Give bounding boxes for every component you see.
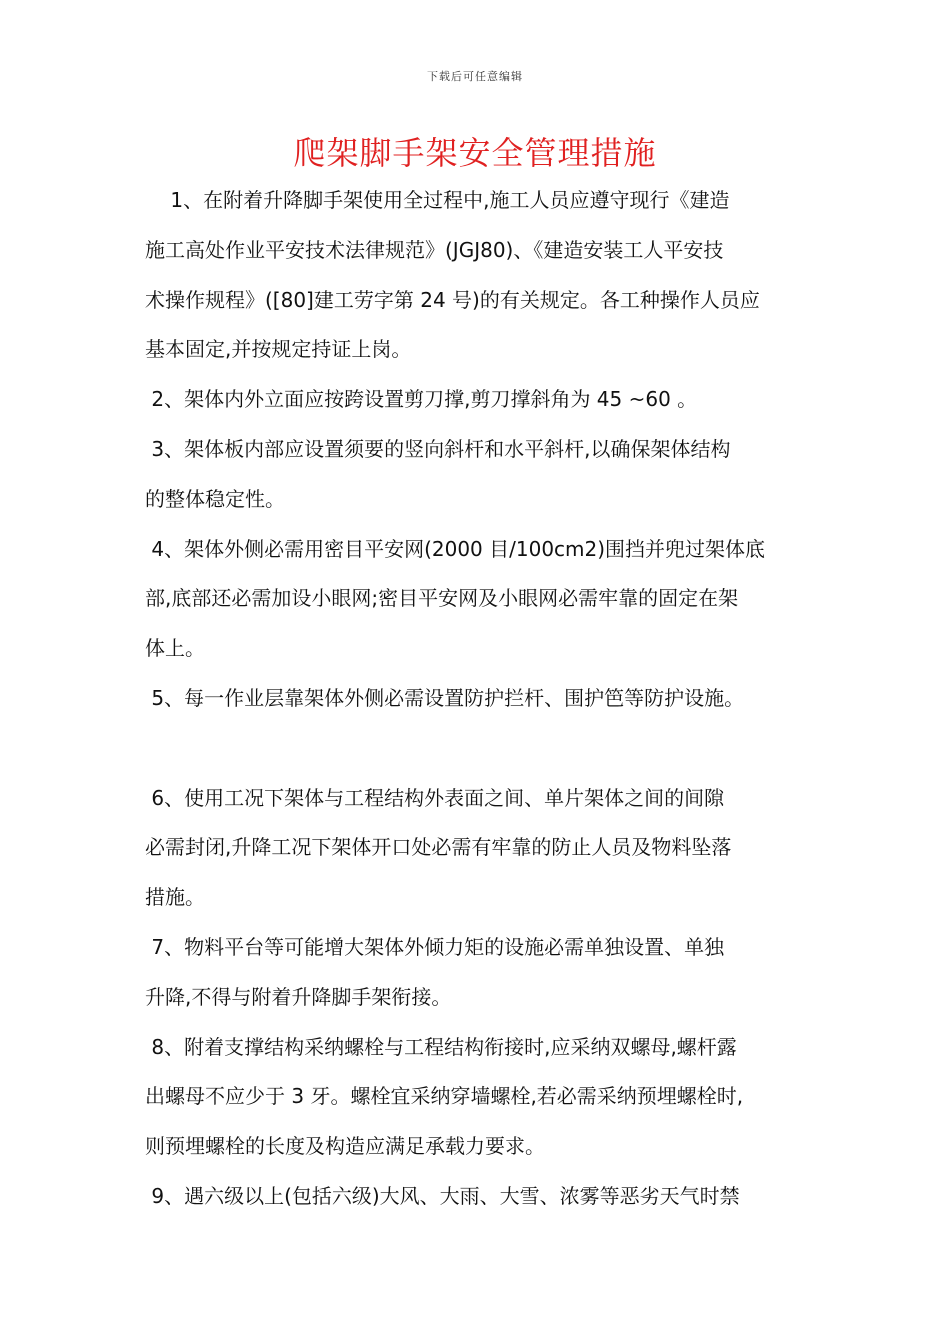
text-line: 1、在附着升降脚手架使用全过程中,施工人员应遵守现行《建造: [145, 188, 730, 212]
paragraph-3: [145, 425, 817, 525]
text-line: 施工高处作业平安技术法律规范》(JGJ80)、《建造安装工人平安技: [145, 237, 724, 262]
paragraph-7: [145, 923, 817, 1023]
paragraph-6: [145, 774, 817, 923]
text-line: 体上。: [145, 636, 205, 661]
text-line: 5、每一作业层靠架体外侧必需设置防护拦杆、围护笆等防护设施。: [145, 685, 745, 710]
text-line: 升降,不得与附着升降脚手架衔接。: [145, 984, 452, 1009]
text-line: 部,底部还必需加设小眼网;密目平安网及小眼网必需牢靠的固定在架: [145, 586, 739, 611]
text-line: 2、架体内外立面应按跨设置剪刀撑,剪刀撑斜角为 45 ~60 。: [145, 387, 698, 412]
text-line: 必需封闭,升降工况下架体开口处必需有牢靠的防止人员及物料坠落: [145, 835, 732, 860]
text-line: 术操作规程》([80]建工劳字第 24 号)的有关规定。各工种操作人员应: [145, 287, 760, 312]
paragraph-1: [145, 176, 817, 375]
header-note: 下载后可任意编辑: [427, 70, 523, 83]
text-line: 7、物料平台等可能增大架体外倾力矩的设施必需单独设置、单独: [145, 934, 725, 959]
text-line: 则预埋螺栓的长度及构造应满足承载力要求。: [145, 1134, 545, 1159]
text-line: 9、遇六级以上(包括六级)大风、大雨、大雪、浓雾等恶劣天气时禁: [145, 1183, 740, 1208]
blank-line: [145, 724, 817, 774]
paragraph-8: [145, 1023, 817, 1172]
paragraph-4: [145, 525, 817, 674]
paragraph-5: [145, 674, 817, 724]
paragraph-9: [145, 1172, 817, 1222]
text-line: 的整体稳定性。: [145, 486, 285, 511]
document-body: [145, 176, 817, 1222]
text-line: 8、附着支撑结构采纳螺栓与工程结构衔接时,应采纳双螺母,螺杆露: [145, 1034, 737, 1059]
text-line: 出螺母不应少于 3 牙。螺栓宜采纳穿墙螺栓,若必需采纳预埋螺栓时,: [145, 1084, 744, 1109]
document-title: 爬架脚手架安全管理措施: [293, 134, 657, 172]
text-line: 4、架体外侧必需用密目平安网(2000 目/100cm2)围挡并兜过架体底: [145, 536, 766, 561]
text-line: 基本固定,并按规定持证上岗。: [145, 337, 412, 362]
text-line: 6、使用工况下架体与工程结构外表面之间、单片架体之间的间隙: [145, 785, 725, 810]
text-line: 措施。: [145, 885, 205, 910]
paragraph-2: [145, 375, 817, 425]
text-line: 3、架体板内部应设置须要的竖向斜杆和水平斜杆,以确保架体结构: [145, 436, 731, 461]
